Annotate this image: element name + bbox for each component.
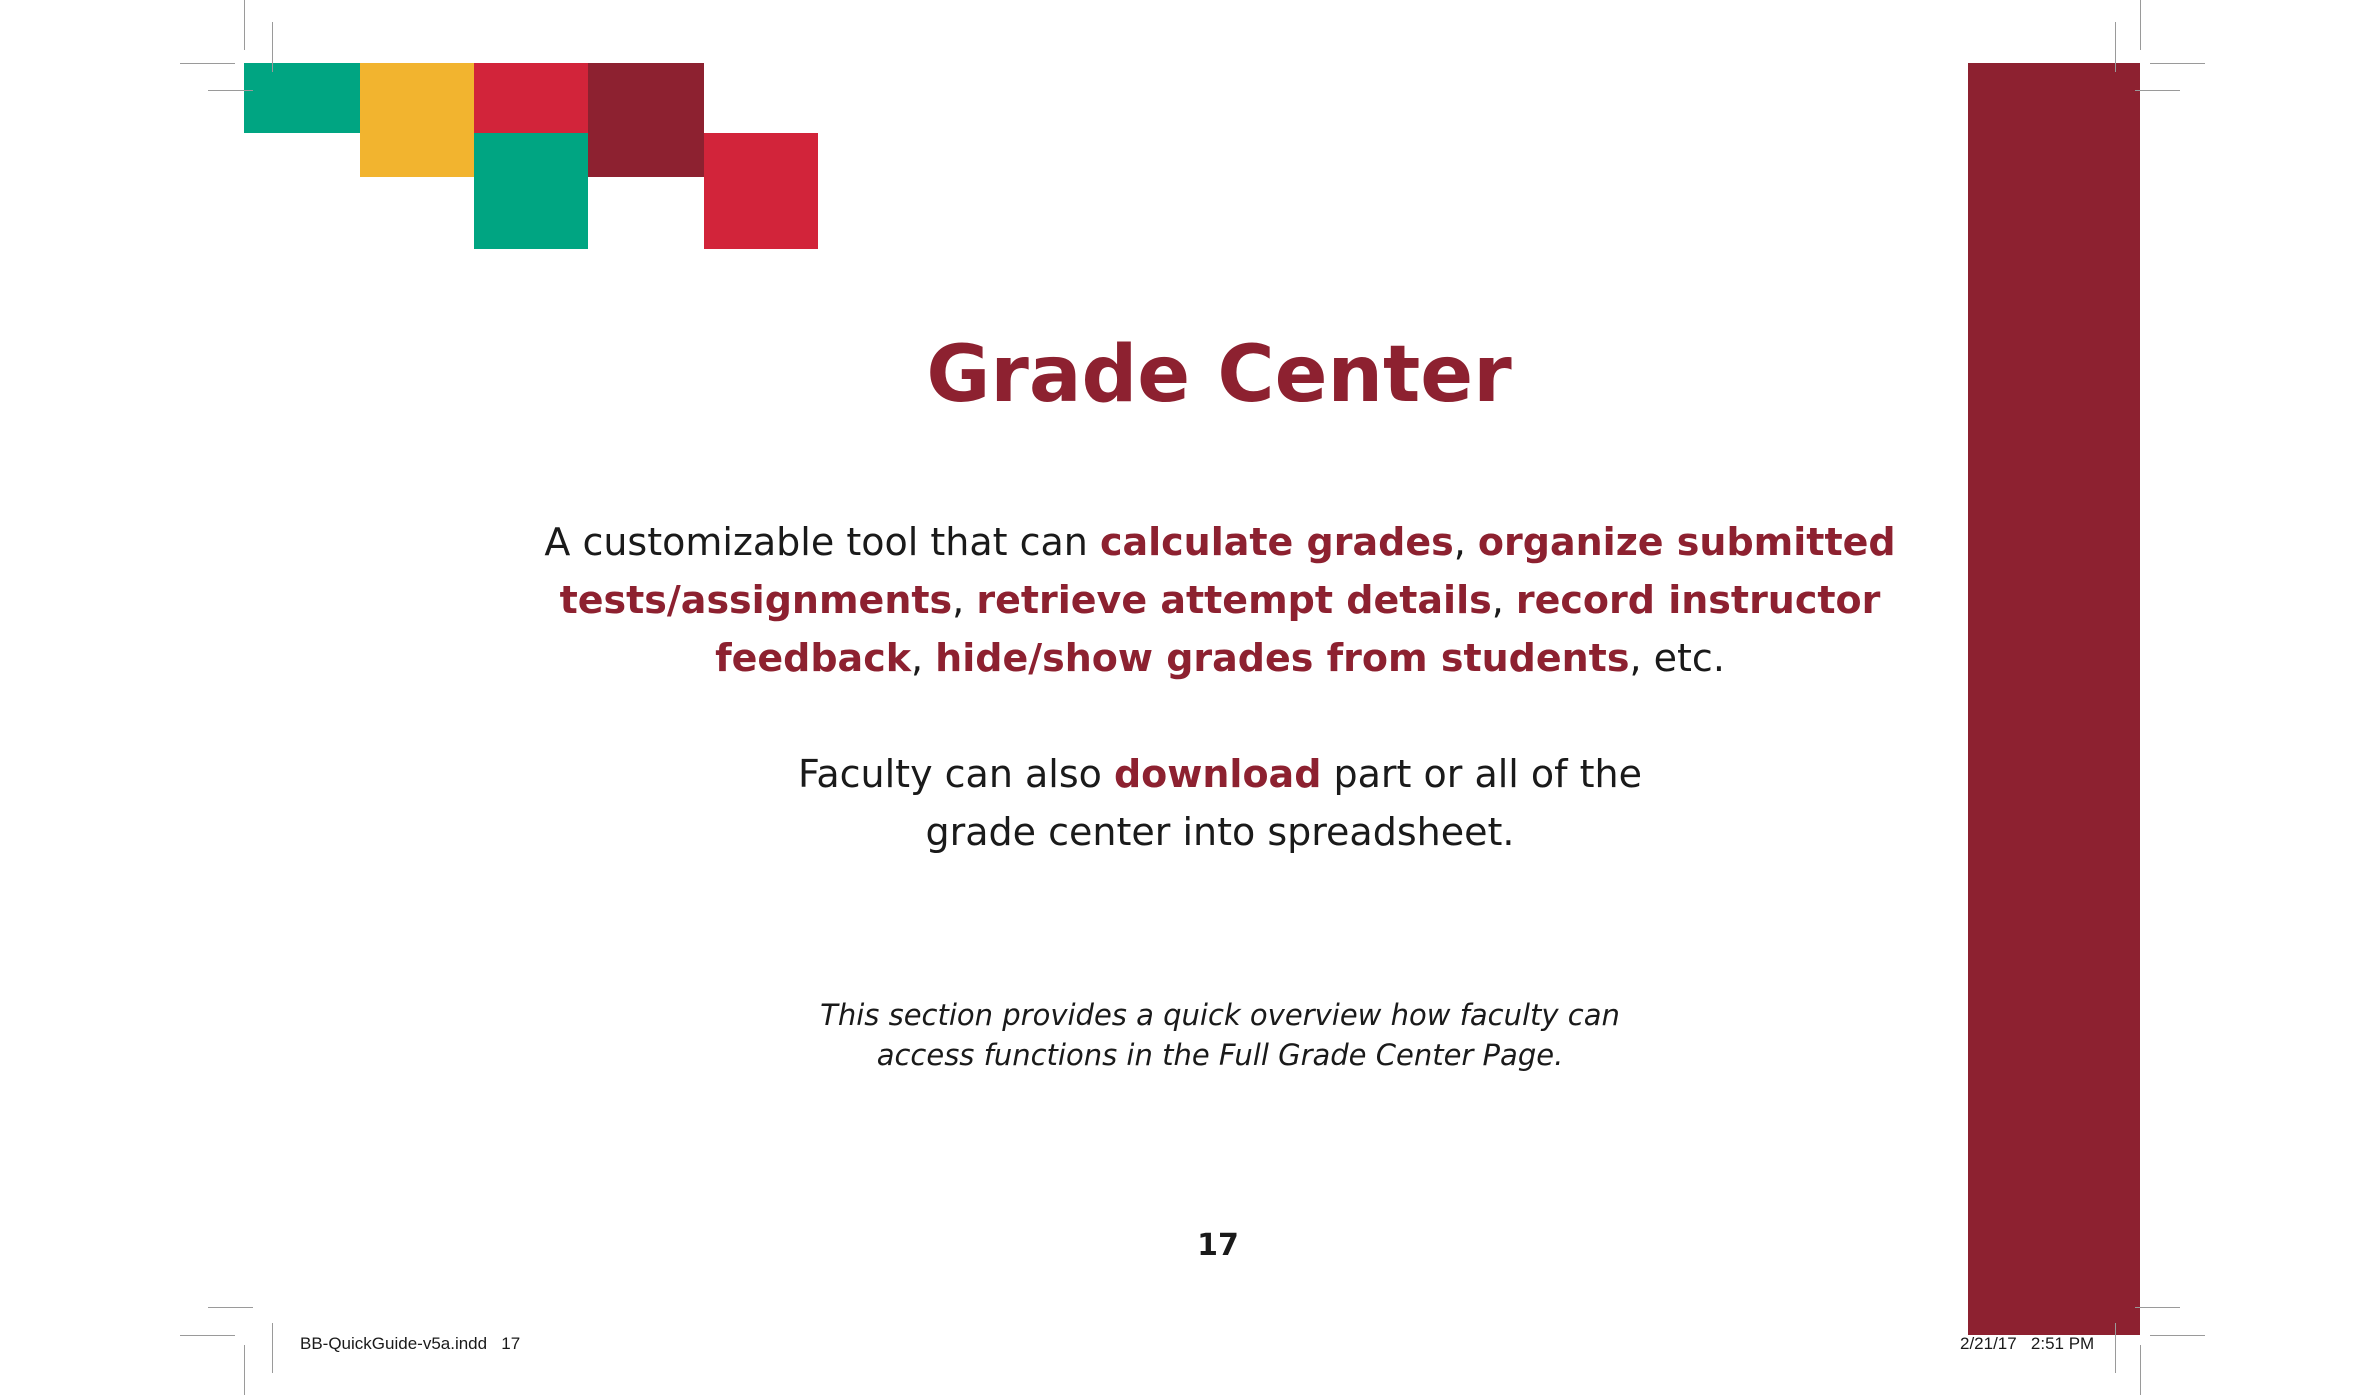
page-title: Grade Center [926, 330, 1512, 420]
highlight-download: download [1113, 752, 1322, 796]
crop-mark [244, 1345, 245, 1395]
download-text: grade center into spreadsheet. [925, 810, 1515, 854]
intro-paragraph [540, 513, 1900, 687]
crop-mark [2115, 1323, 2116, 1373]
separator: , [911, 636, 936, 680]
crop-mark [180, 1335, 235, 1336]
deco-square-red [704, 133, 818, 249]
slug-filename: BB-QuickGuide-v5a.indd 17 [300, 1334, 521, 1353]
crop-mark [208, 90, 253, 91]
crop-mark [272, 1323, 273, 1373]
crop-mark [2140, 0, 2141, 50]
highlight-hide-show: hide/show grades from students [935, 636, 1630, 680]
crop-mark [208, 1307, 253, 1308]
highlight-record-feedback: record instructor feedback [715, 578, 1881, 680]
highlight-calculate-grades: calculate grades [1099, 520, 1454, 564]
download-text: Faculty can also [797, 752, 1114, 796]
crop-mark [2150, 63, 2205, 64]
download-text: part or all of the [1321, 752, 1642, 796]
separator: , [1453, 520, 1478, 564]
deco-square-maroon [588, 63, 704, 177]
separator: , [1491, 578, 1516, 622]
side-color-bar [1968, 63, 2140, 1335]
separator: , [952, 578, 977, 622]
crop-mark [2115, 22, 2116, 72]
deco-square-teal [474, 133, 588, 249]
deco-square-red [474, 63, 588, 133]
crop-mark [2135, 90, 2180, 91]
intro-text-end: , etc. [1629, 636, 1725, 680]
crop-mark [2150, 1335, 2205, 1336]
crop-mark [2135, 1307, 2180, 1308]
crop-mark [244, 0, 245, 50]
section-note [740, 995, 1700, 1075]
highlight-retrieve: retrieve attempt details [976, 578, 1492, 622]
intro-text: A customizable tool that can [544, 520, 1100, 564]
crop-mark [272, 22, 273, 72]
highlight-organize: organize submitted tests/assignments [559, 520, 1896, 622]
slug-timestamp: 2/21/17 2:51 PM [1960, 1334, 2095, 1353]
deco-square-yellow [360, 63, 474, 177]
note-line: This section provides a quick overview how faculty can [820, 998, 1620, 1032]
note-line: access functions in the Full Grade Center Page. [876, 1038, 1564, 1072]
crop-mark [2140, 1345, 2141, 1395]
download-paragraph [700, 745, 1740, 861]
deco-square-teal [244, 63, 360, 133]
page-number: 17 [1197, 1228, 1239, 1263]
crop-mark [180, 63, 235, 64]
